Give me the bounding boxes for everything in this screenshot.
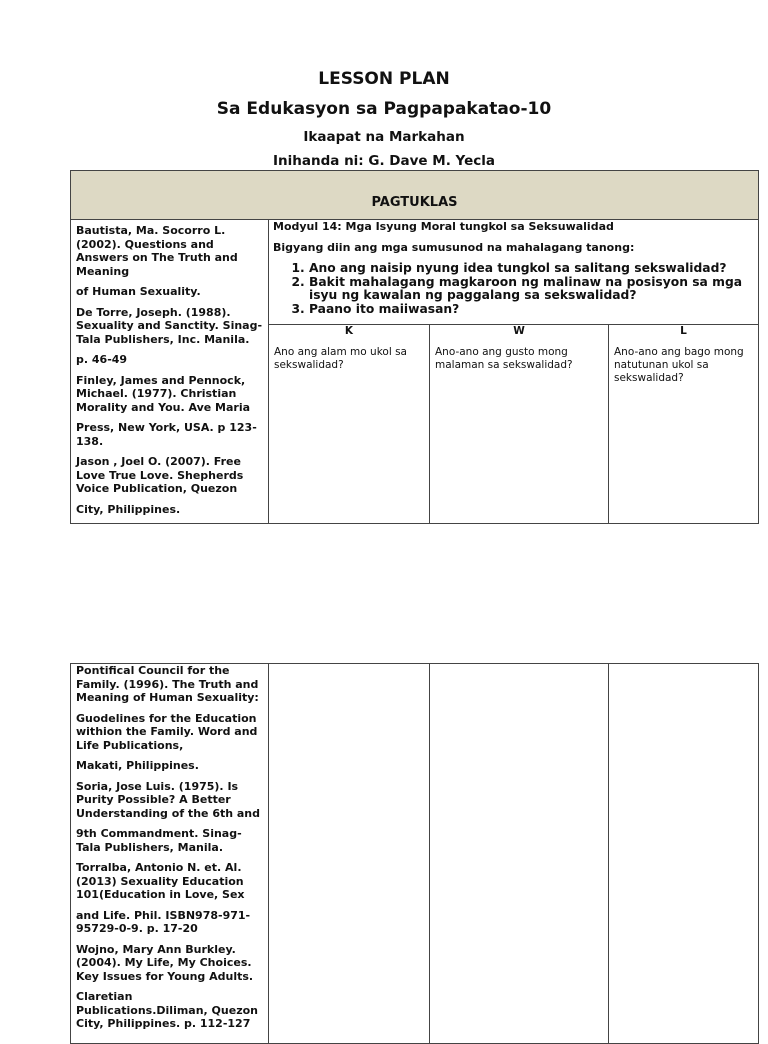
kwl-header-k: K (344, 325, 354, 337)
reference-line: of Human Sexuality. (76, 285, 201, 298)
prepared-by: Inihanda ni: G. Dave M. Yecla (273, 153, 495, 169)
reference-line: City, Philippines. (76, 502, 181, 516)
empty-cell-l (609, 664, 759, 1044)
lesson-table-2 (70, 663, 759, 1044)
module-cell (269, 220, 759, 325)
lesson-table-1 (70, 170, 759, 524)
reference-line: Torralba, Antonio N. et. Al. (2013) Sexuality Education 101(Education in Love, Sex (76, 861, 245, 901)
reference-line: p. 46-49 (76, 353, 128, 366)
reference-line: 9th Commandment. Sinag-Tala Publishers, Manila. (76, 827, 242, 854)
reference-line: Finley, James and Pennock, Michael. (1977). Christian Morality and You. Ave Maria (76, 373, 251, 414)
instruction-text: Bigyang diin ang mga sumusunod na mahalagang tanong: (273, 241, 635, 254)
question-item: 1. Ano ang naisip nyung idea tungkol sa salitang sekswalidad? (309, 262, 754, 276)
kwl-column-k (269, 325, 430, 524)
kwl-header-l: L (680, 325, 687, 337)
references-cell (71, 664, 269, 1044)
reference-line: Wojno, Mary Ann Burkley. (2004). My Life, My Choices. Key Issues for Young Adults. (76, 942, 254, 983)
lesson-plan-title: LESSON PLAN (318, 69, 450, 89)
reference-line: Claretian Publications.Diliman, Quezon City, Philippines. p. 112-127 (76, 990, 258, 1030)
kwl-text-k: Ano ang alam mo ukol sa sekswalidad? (274, 346, 407, 371)
empty-cell-k (269, 664, 430, 1044)
empty-cell-w (430, 664, 609, 1044)
reference-line: Pontifical Council for the Family. (1996). The Truth and Meaning of Human Sexuality: (76, 664, 259, 704)
kwl-column-w (430, 325, 609, 524)
reference-line: Guodelines for the Education withion the Family. Word and Life Publications, (76, 711, 258, 752)
section-title: PAGTUKLAS (371, 195, 458, 210)
section-header (71, 170, 759, 220)
reference-line: Jason , Joel O. (2007). Free Love True Love. Shepherds Voice Publication, Quezon (76, 455, 244, 495)
kwl-text-l: Ano-ano ang bago mong natutunan ukol sa sekswalidad? (614, 346, 744, 384)
question-item: 2. Bakit mahalagang magkaroon ng malinaw na posisyon sa mga isyu ng kawalan ng paggalang sa sekswalidad? (309, 276, 754, 303)
subject-title: Sa Edukasyon sa Pagpapakatao-10 (216, 99, 552, 119)
reference-line: and Life. Phil. ISBN978-971-95729-0-9. p. 17-20 (76, 908, 251, 935)
reference-line: Makati, Philippines. (76, 759, 199, 772)
reference-line: De Torre, Joseph. (1988). Sexuality and Sanctity. Sinag-Tala Publishers, Inc. Manila. (76, 305, 263, 346)
references-cell (71, 220, 269, 524)
reference-line: Soria, Jose Luis. (1975). Is Purity Possible? A Better Understanding of the 6th and (76, 779, 261, 820)
question-item: 3. Paano ito maiiwasan? (309, 303, 754, 317)
kwl-text-w: Ano-ano ang gusto mong malaman sa sekswalidad? (435, 346, 573, 371)
kwl-header-w: W (513, 325, 525, 337)
module-title: Modyul 14: Mga Isyung Moral tungkol sa Seksuwalidad (273, 220, 614, 233)
reference-line: Bautista, Ma. Socorro L. (2002). Questions and Answers on The Truth and Meaning (76, 224, 238, 278)
reference-line: Press, New York, USA. p 123-138. (76, 421, 257, 448)
question-list (273, 262, 754, 316)
quarter-label: Ikaapat na Markahan (303, 129, 465, 145)
kwl-column-l (609, 325, 759, 524)
